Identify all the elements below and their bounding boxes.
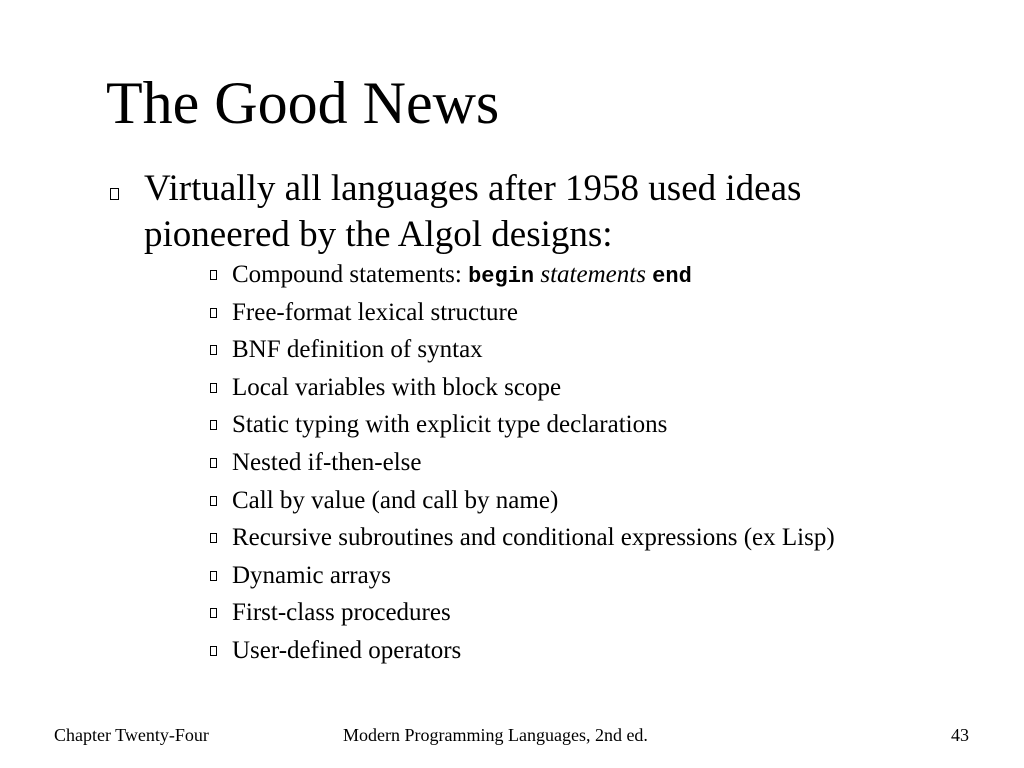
- square-bullet-icon: [210, 458, 217, 468]
- list-item-label: Free-format lexical structure: [232, 298, 518, 326]
- list-item-label: Static typing with explicit type declarations: [232, 411, 668, 439]
- list-item: [210, 484, 990, 522]
- square-bullet-icon: [110, 188, 119, 200]
- list-item: [210, 371, 990, 409]
- list-item: [210, 521, 990, 559]
- list-item-text: Compound statements:: [232, 261, 469, 288]
- list-item-label: Call by value (and call by name): [232, 486, 559, 514]
- list-item-label: Nested if-then-else: [232, 448, 422, 476]
- list-item: [210, 559, 990, 597]
- square-bullet-icon: [210, 608, 217, 618]
- square-bullet-icon: [210, 571, 217, 581]
- list-item-label: Recursive subroutines and conditional expressions (ex Lisp): [232, 524, 835, 552]
- list-item: [210, 333, 990, 371]
- list-item: [210, 634, 990, 672]
- footer-chapter: Chapter Twenty-Four: [54, 725, 209, 745]
- square-bullet-icon: [210, 420, 217, 430]
- list-item-label: First-class procedures: [232, 599, 451, 627]
- square-bullet-icon: [210, 345, 217, 355]
- list-item-label: BNF definition of syntax: [232, 336, 483, 364]
- square-bullet-icon: [210, 496, 217, 506]
- square-bullet-icon: [210, 308, 217, 318]
- keyword-begin: begin: [468, 264, 535, 289]
- main-bullet-text: Virtually all languages after 1958 used ideas pioneered by the Algol designs:: [144, 168, 802, 255]
- list-item-label: Local variables with block scope: [232, 373, 562, 401]
- slide-title: The Good News: [106, 70, 500, 136]
- square-bullet-icon: [210, 270, 217, 280]
- list-item: [210, 596, 990, 634]
- list-item-label: Dynamic arrays: [232, 561, 391, 589]
- list-item-label: User-defined operators: [232, 636, 462, 664]
- footer-book-title: Modern Programming Languages, 2nd ed.: [343, 725, 648, 745]
- sub-bullet-list: [210, 258, 990, 672]
- square-bullet-icon: [210, 646, 217, 656]
- keyword-end: end: [652, 264, 692, 289]
- italic-statements: statements: [540, 261, 646, 288]
- square-bullet-icon: [210, 383, 217, 393]
- footer-page-number: 43: [951, 725, 969, 745]
- list-item: [210, 296, 990, 334]
- list-item: [210, 446, 990, 484]
- list-item: [210, 408, 990, 446]
- square-bullet-icon: [210, 533, 217, 543]
- list-item-label: [232, 258, 692, 294]
- list-item: [210, 258, 990, 296]
